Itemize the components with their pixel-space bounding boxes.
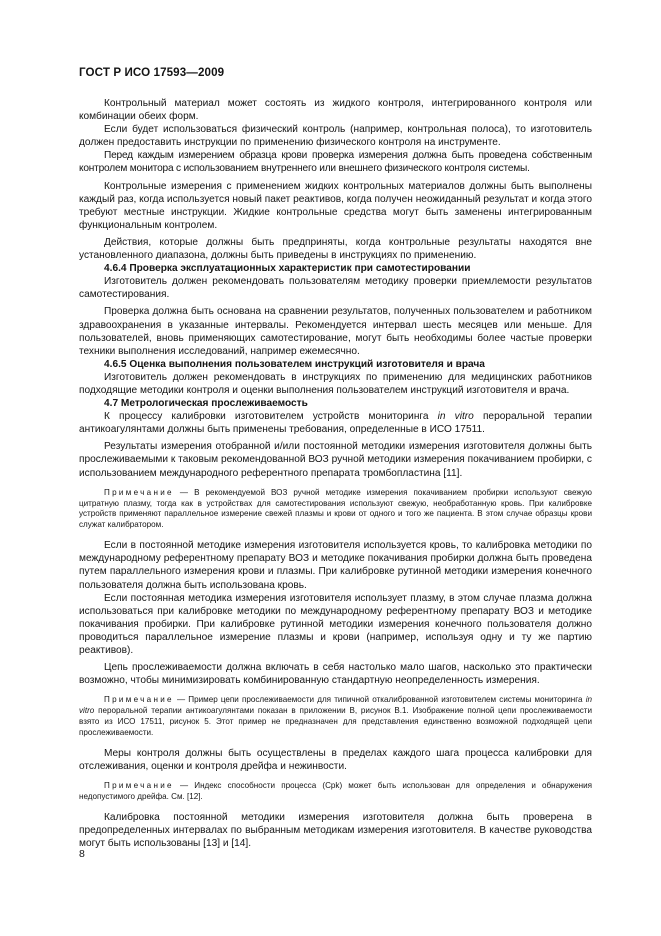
paragraph-text: К процессу калибровки изготовителем устройств мониторинга <box>104 411 438 423</box>
section-heading-4-6-5: 4.6.5 Оценка выполнения пользователем инструкций изготовителя и врача <box>104 358 485 370</box>
italic-term: in vitro <box>79 695 592 716</box>
paragraph: Если будет использоваться физический контроль (например, контрольная полоса), то изготовитель должен предоставить инструкции по применению физического контроля на инструменте. <box>79 124 592 149</box>
paragraph: Изготовитель должен рекомендовать пользователям методику проверки приемлемости результатов самотестирования. <box>79 276 592 301</box>
section-heading-4-7: 4.7 Метрологическая прослеживаемость <box>104 398 308 410</box>
paragraph: Если постоянная методика измерения изготовителя использует плазму, в этом случае плазма должна использоваться при калибровке методики по международному референтному препарату ВОЗ и методике покачивания пробирки. При калибровке рутинной методики измерения конечного пользователя должно проводиться параллельное измерение плазмы и крови (например, используя одну и ту же партию реактивов). <box>79 592 592 656</box>
paragraph: Проверка должна быть основана на сравнении результатов, полученных пользователем и работником здравоохранения в указанные интервалы. Рекомендуется интервал шесть месяцев или меньше. Для пользователей, вновь применяющих самотестирование, могут быть необходимы более частые проверки техники выполнения исследований, например ежемесячно. <box>79 306 592 357</box>
paragraph: Цепь прослеживаемости должна включать в себя настолько мало шагов, насколько это практически возможно, чтобы минимизировать комбинированную стандартную неопределенность измерения. <box>79 662 592 687</box>
document-header: ГОСТ Р ИСО 17593—2009 <box>79 66 225 79</box>
paragraph: Перед каждым измерением образца крови проверка измерения должна быть проведена собственным контролем монитора с использованием внутреннего или внешнего физического контроля системы. <box>79 150 592 175</box>
note-text: пероральной терапии антикоагулянтами показан в приложении В, рисунок В.1. Изображение полной цепи прослеживаемости взято из ИСО 17511, рисунок 5. Этот пример не предназначен для представления единственно возможной подходящей цепи прослеживаемости. <box>79 706 592 737</box>
paragraph: Изготовитель должен рекомендовать в инструкциях по применению для медицинских работников подходящие методики контроля и оценки выполнения пользователем инструкций изготовителя и врача. <box>79 371 592 396</box>
paragraph: Калибровка постоянной методики измерения изготовителя должна быть проверена в предопределенных интервалах по выбранным методикам измерения изготовителя. В качестве руководства могут быть использованы [13] и [14]. <box>79 811 592 850</box>
italic-term: in vitro <box>437 411 474 423</box>
section-heading-4-6-4: 4.6.4 Проверка эксплуатационных характеристик при самотестировании <box>104 263 471 275</box>
note-label: Примечание <box>104 695 174 705</box>
page-number: 8 <box>79 848 85 860</box>
note-label: Примечание <box>104 487 174 497</box>
note-text: — В рекомендуемой ВОЗ ручной методике измерения покачиванием пробирки используют свежую цитратную плазму, тогда как в устройствах для самотестирования используют свежую, необработанную кровь. При калибровке устройств применяют параллельное измерение свежей плазмы и крови от одного и того же пациента. В этом случае образцы крови служат калибратором. <box>79 487 592 530</box>
note <box>79 488 592 532</box>
note-text: — Индекс способности процесса (Cpk) может быть использован для определения и обнаружения недопустимого дрейфа. См. [12]. <box>79 781 592 801</box>
paragraph: Меры контроля должны быть осуществлены в пределах каждого шага процесса калибровки для отслеживания, оценки и контроля дрейфа и нежинвости. <box>79 747 592 772</box>
paragraph: Контрольный материал может состоять из жидкого контроля, интегрированного контроля или комбинации обеих форм. <box>79 98 592 123</box>
note <box>79 695 592 739</box>
note-text: — Пример цепи прослеживаемости для типичной откалиброванной изготовителем системы мониторинга <box>173 695 586 705</box>
paragraph-text: пероральной терапии антикоагулянтами должны быть применены требования, определенные в ИСО 17511. <box>79 411 592 436</box>
paragraph <box>79 410 592 436</box>
note-label: Примечание <box>104 781 174 791</box>
paragraph: Если в постоянной методике измерения изготовителя используется кровь, то калибровка методики по международному референтному препарату ВОЗ и методике покачивания пробирки должна быть проведена путем параллельного измерения крови и плазмы. При калибровке рутинной методики измерения конечного пользователя должна быть использована кровь. <box>79 540 592 591</box>
paragraph: Действия, которые должны быть предприняты, когда контрольные результаты находятся вне установленного диапазона, должны быть приведены в инструкциях по применению. <box>79 236 592 262</box>
paragraph: Контрольные измерения с применением жидких контрольных материалов должны быть выполнены каждый раз, когда используется новый пакет реактивов, когда получен неожиданный результат и когда этого требуют местные инструкции. Жидкие контрольные средства могут быть заменены интегрированным функциональным контролем. <box>79 180 592 231</box>
paragraph: Результаты измерения отобранной и/или постоянной методики измерения изготовителя должны быть прослеживаемыми к таковым рекомендованной ВОЗ ручной методики измерения покачиванием пробирки, с использованием международного референтного препарата тромбопластина [11]. <box>79 441 592 479</box>
document-body <box>79 97 592 850</box>
note <box>79 781 592 803</box>
